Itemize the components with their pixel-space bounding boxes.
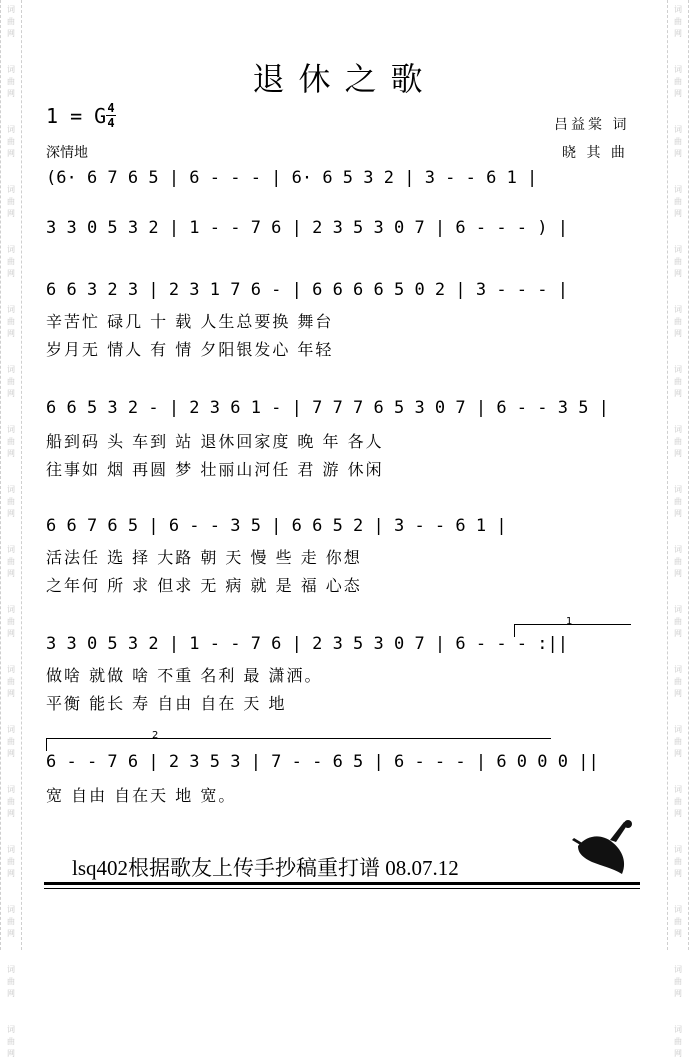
- watermark-text: 词曲网: [7, 185, 15, 218]
- watermark-text: 词曲网: [674, 305, 682, 338]
- notation-row-1: (6· 6 7 6 5 | 6 - - - | 6· 6 5 3 2 | 3 - - 6 1 |: [46, 168, 538, 188]
- watermark-text: 词曲网: [674, 545, 682, 578]
- watermark-text: 词曲网: [7, 605, 15, 638]
- lyric-row-3-verse-2: 岁月无 情人 有 情 夕阳银发心 年轻: [46, 340, 334, 359]
- lyric-row-5-verse-1: 活法任 选 择 大路 朝 天 慢 些 走 你想: [46, 548, 362, 567]
- watermark-text: 词曲网: [7, 425, 15, 458]
- watermark-text: 词曲网: [7, 905, 15, 938]
- watermark-text: 词曲网: [674, 605, 682, 638]
- watermark-text: 词曲网: [674, 65, 682, 98]
- watermark-text: 词曲网: [674, 905, 682, 938]
- watermark-text: 词曲网: [7, 365, 15, 398]
- lyric-row-4-verse-1: 船到码 头 车到 站 退休回家度 晚 年 各人: [46, 432, 384, 451]
- watermark-text: 词曲网: [674, 185, 682, 218]
- watermark-text: 词曲网: [7, 725, 15, 758]
- watermark-text: 词曲网: [674, 665, 682, 698]
- lyric-row-5-verse-2: 之年何 所 求 但求 无 病 就 是 福 心态: [46, 576, 362, 595]
- transcription-credit: lsq402根据歌友上传手抄稿重打谱 08.07.12: [72, 856, 459, 880]
- time-denominator: 4: [107, 116, 115, 130]
- lyric-row-7: 宽 自由 自在天 地 宽。: [46, 786, 237, 805]
- right-watermark-strip: [667, 0, 689, 1058]
- watermark-text: 词曲网: [7, 485, 15, 518]
- lyric-row-4-verse-2: 往事如 烟 再圆 梦 壮丽山河任 君 游 休闲: [46, 460, 384, 479]
- notation-row-7: 6 - - 7 6 | 2 3 5 3 | 7 - - 6 5 | 6 - - - | 6 0 0 0 ||: [46, 752, 599, 772]
- watermark-text: 词曲网: [674, 845, 682, 878]
- watermark-text: 词曲网: [674, 425, 682, 458]
- watermark-text: 词曲网: [7, 845, 15, 878]
- watermark-text: 词曲网: [674, 485, 682, 518]
- first-ending-number: 1: [566, 616, 573, 627]
- watermark-text: 词曲网: [674, 785, 682, 818]
- left-watermark-strip: [0, 0, 22, 1058]
- notation-row-6: 3 3 0 5 3 2 | 1 - - 7 6 | 2 3 5 3 0 7 | 6 - - - :||: [46, 634, 568, 654]
- watermark-text: 词曲网: [7, 245, 15, 278]
- time-numerator: 4: [107, 101, 115, 115]
- notation-row-4: 6 6 5 3 2 - | 2 3 6 1 - | 7 7 7 6 5 3 0 7 | 6 - - 3 5 |: [46, 398, 609, 418]
- watermark-text: 词曲网: [674, 965, 682, 998]
- watermark-text: 词曲网: [7, 665, 15, 698]
- tempo-mood: 深情地: [46, 145, 88, 161]
- notation-row-3: 6 6 3 2 3 | 2 3 1 7 6 - | 6 6 6 6 5 0 2 | 3 - - - |: [46, 280, 568, 300]
- watermark-text: 词曲网: [7, 545, 15, 578]
- watermark-text: 词曲网: [7, 1025, 15, 1058]
- key-signature: 1 = G: [46, 104, 107, 128]
- time-signature: [106, 102, 116, 129]
- composer-credit: 晓 其 曲: [562, 145, 628, 161]
- song-title: 退休之歌: [252, 60, 437, 98]
- dancer-silhouette-image: [572, 816, 642, 880]
- footer-rule-thin: [44, 888, 640, 889]
- watermark-text: 词曲网: [7, 785, 15, 818]
- watermark-text: 词曲网: [674, 5, 682, 38]
- watermark-text: 词曲网: [674, 365, 682, 398]
- lyric-row-6-verse-1: 做啥 就做 啥 不重 名利 最 潇洒。: [46, 666, 323, 685]
- watermark-text: 词曲网: [7, 305, 15, 338]
- lyricist-credit: 吕益棠 词: [554, 117, 630, 133]
- watermark-text: 词曲网: [674, 1025, 682, 1058]
- watermark-text: 词曲网: [674, 725, 682, 758]
- footer-rule-thick: [44, 882, 640, 885]
- notation-row-5: 6 6 7 6 5 | 6 - - 3 5 | 6 6 5 2 | 3 - - 6 1 |: [46, 516, 507, 536]
- watermark-text: 词曲网: [674, 245, 682, 278]
- lyric-row-3-verse-1: 辛苦忙 碌几 十 载 人生总要换 舞台: [46, 312, 334, 331]
- watermark-text: 词曲网: [674, 125, 682, 158]
- notation-row-2: 3 3 0 5 3 2 | 1 - - 7 6 | 2 3 5 3 0 7 | 6 - - - ) |: [46, 218, 568, 238]
- lyric-row-6-verse-2: 平衡 能长 寿 自由 自在 天 地: [46, 694, 287, 713]
- watermark-text: 词曲网: [7, 65, 15, 98]
- second-ending-number: 2: [152, 730, 159, 741]
- watermark-text: 词曲网: [7, 125, 15, 158]
- watermark-text: 词曲网: [7, 5, 15, 38]
- watermark-text: 词曲网: [7, 965, 15, 998]
